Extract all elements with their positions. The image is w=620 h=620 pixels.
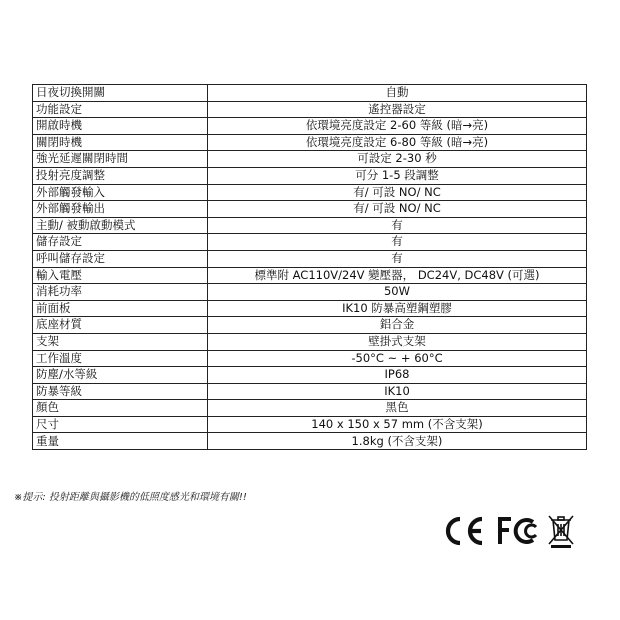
spec-row (33, 333, 587, 350)
spec-value: 有/ 可設 NO/ NC (208, 184, 587, 201)
spec-value: 遙控器設定 (208, 101, 587, 118)
spec-label: 呼叫儲存設定 (33, 250, 208, 267)
spec-value: 依環境亮度設定 2-60 等級 (暗→亮) (208, 118, 587, 135)
spec-row (33, 416, 587, 433)
spec-value: -50°C ~ + 60°C (208, 350, 587, 367)
spec-label: 外部觸發輸出 (33, 201, 208, 218)
ce-mark-icon (448, 519, 482, 543)
spec-label: 防暴等級 (33, 383, 208, 400)
spec-row (33, 250, 587, 267)
spec-row (33, 217, 587, 234)
spec-row (33, 367, 587, 384)
weee-bin-icon (549, 516, 573, 548)
spec-row (33, 433, 587, 450)
spec-value: 依環境亮度設定 6-80 等級 (暗→亮) (208, 134, 587, 151)
spec-label: 關閉時機 (33, 134, 208, 151)
spec-value: 有 (208, 217, 587, 234)
spec-row (33, 167, 587, 184)
spec-label: 外部觸發輸入 (33, 184, 208, 201)
spec-value: 有/ 可設 NO/ NC (208, 201, 587, 218)
spec-label: 顏色 (33, 400, 208, 417)
spec-row (33, 151, 587, 168)
spec-value: 有 (208, 250, 587, 267)
spec-row (33, 400, 587, 417)
spec-row (33, 201, 587, 218)
spec-row (33, 184, 587, 201)
spec-value: 1.8kg (不含支架) (208, 433, 587, 450)
footnote: ※提示: 投射距離與攝影機的低照度感光和環境有關!! (14, 492, 247, 503)
spec-label: 開啟時機 (33, 118, 208, 135)
spec-row (33, 317, 587, 334)
spec-value: 50W (208, 284, 587, 301)
spec-table-body (33, 85, 587, 450)
spec-label: 主動/ 被動啟動模式 (33, 217, 208, 234)
spec-label: 消耗功率 (33, 284, 208, 301)
spec-value: 壁掛式支架 (208, 333, 587, 350)
spec-row (33, 118, 587, 135)
spec-value: 可設定 2-30 秒 (208, 151, 587, 168)
certification-logos (440, 508, 580, 554)
spec-value: 140 x 150 x 57 mm (不含支架) (208, 416, 587, 433)
spec-table (32, 84, 587, 450)
spec-label: 前面板 (33, 300, 208, 317)
spec-row (33, 267, 587, 284)
spec-value: 有 (208, 234, 587, 251)
spec-label: 重量 (33, 433, 208, 450)
spec-row (33, 350, 587, 367)
spec-label: 投射亮度調整 (33, 167, 208, 184)
spec-value: 可分 1-5 段調整 (208, 167, 587, 184)
spec-row (33, 101, 587, 118)
spec-value: IK10 防暴高塑鋼塑膠 (208, 300, 587, 317)
spec-row (33, 284, 587, 301)
spec-row (33, 85, 587, 102)
spec-label: 日夜切換開關 (33, 85, 208, 102)
spec-value: 標準附 AC110V/24V 變壓器， DC24V, DC48V (可選) (208, 267, 587, 284)
spec-value: IP68 (208, 367, 587, 384)
spec-label: 功能設定 (33, 101, 208, 118)
spec-label: 尺寸 (33, 416, 208, 433)
fcc-mark-icon (500, 519, 536, 544)
spec-label: 工作溫度 (33, 350, 208, 367)
spec-row (33, 300, 587, 317)
spec-value: 鋁合金 (208, 317, 587, 334)
spec-label: 支架 (33, 333, 208, 350)
spec-value: 黑色 (208, 400, 587, 417)
spec-label: 強光延遲關閉時間 (33, 151, 208, 168)
spec-row (33, 383, 587, 400)
spec-label: 防塵/水等級 (33, 367, 208, 384)
spec-value: IK10 (208, 383, 587, 400)
spec-label: 儲存設定 (33, 234, 208, 251)
spec-row (33, 134, 587, 151)
spec-value: 自動 (208, 85, 587, 102)
spec-row (33, 234, 587, 251)
spec-label: 輸入電壓 (33, 267, 208, 284)
spec-label: 底座材質 (33, 317, 208, 334)
